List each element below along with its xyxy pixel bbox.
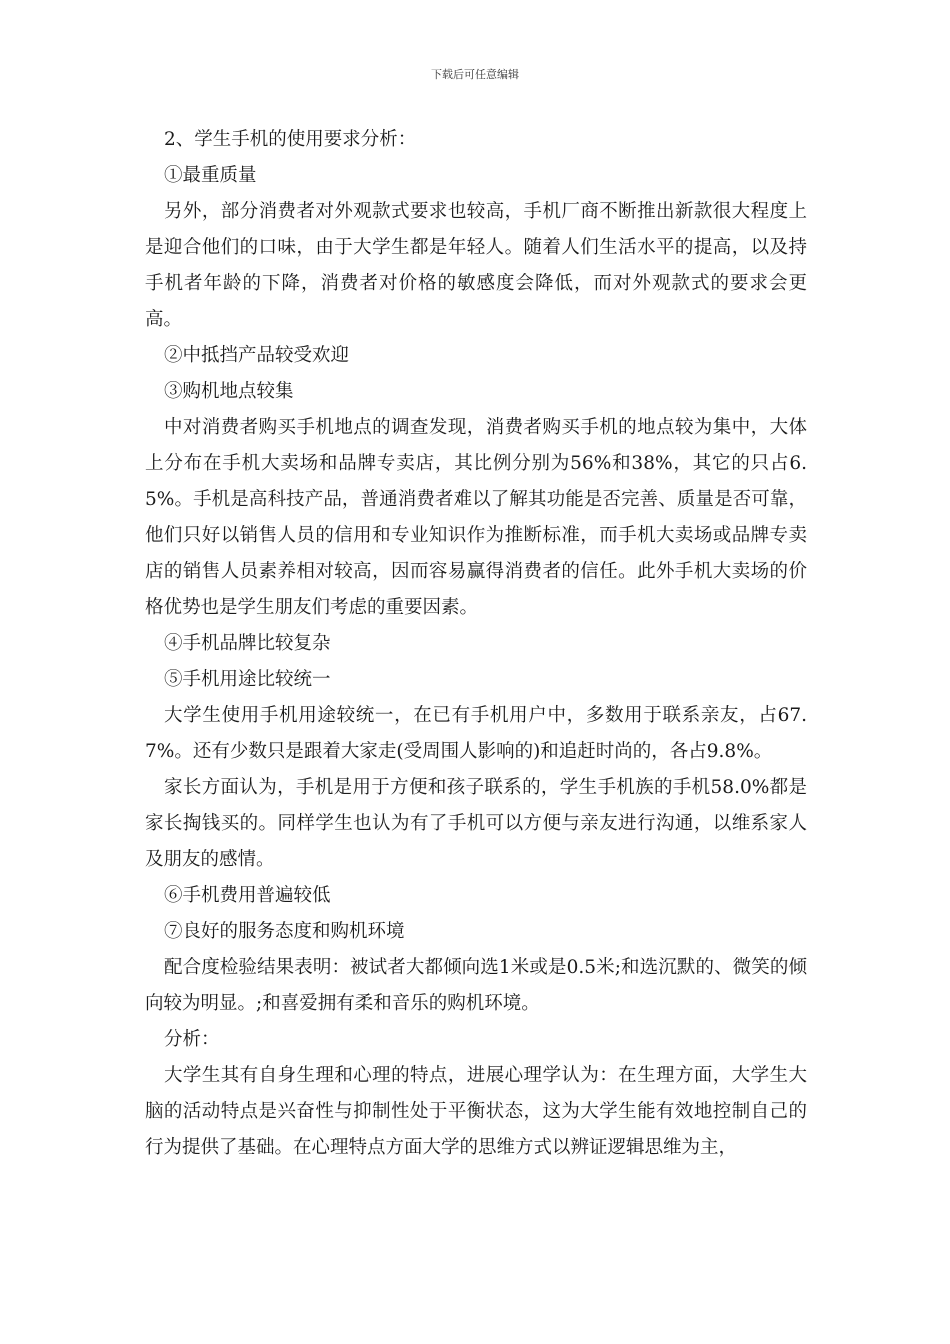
body-paragraph: 家长方面认为，手机是用于方便和孩子联系的，学生手机族的手机58.0%都是家长掏钱买的。同样学生也认为有了手机可以方便与亲友进行沟通，以维系家人及朋友的感情。 [145,777,807,870]
page-header: 下载后可任意编辑 [431,68,519,81]
list-item-heading: ④手机品牌比较复杂 [164,633,331,654]
document-body [145,122,807,1166]
body-paragraph: 大学生其有自身生理和心理的特点，进展心理学认为：在生理方面，大学生大脑的活动特点是兴奋性与抑制性处于平衡状态，这为大学生能有效地控制自己的行为提供了基础。在心理特点方面大学的思维方式以辨证逻辑思维为主， [145,1065,807,1158]
section-heading: 2、学生手机的使用要求分析： [164,129,417,150]
body-paragraph: 大学生使用手机用途较统一，在已有手机用户中，多数用于联系亲友，占67.7%。还有少数只是跟着大家走(受周围人影响的)和追赶时尚的，各占9.8%。 [145,705,807,762]
list-item-heading: ⑥手机费用普遍较低 [164,885,331,906]
list-item-heading: ③购机地点较集 [164,381,294,402]
list-item-heading: ⑤手机用途比较统一 [164,669,331,690]
list-item-heading: ②中抵挡产品较受欢迎 [164,345,350,366]
body-paragraph: 中对消费者购买手机地点的调查发现，消费者购买手机的地点较为集中，大体上分布在手机大卖场和品牌专卖店，其比例分别为56%和38%，其它的只占6.5%。手机是高科技产品，普通消费者难以了解其功能是否完善、质量是否可靠，他们只好以销售人员的信用和专业知识作为推断标准，而手机大卖场或品牌专卖店的销售人员素养相对较高，因而容易赢得消费者的信任。此外手机大卖场的价格优势也是学生朋友们考虑的重要因素。 [145,417,807,618]
body-paragraph: 另外，部分消费者对外观款式要求也较高，手机厂商不断推出新款很大程度上是迎合他们的口味，由于大学生都是年轻人。随着人们生活水平的提高，以及持手机者年龄的下降，消费者对价格的敏感度会降低，而对外观款式的要求会更高。 [145,201,807,330]
analysis-label: 分析： [164,1029,220,1050]
list-item-heading: ⑦良好的服务态度和购机环境 [164,921,405,942]
body-paragraph: 配合度检验结果表明：被试者大都倾向选1米或是0.5米;和选沉默的、微笑的倾向较为明显。;和喜爱拥有柔和音乐的购机环境。 [145,957,807,1014]
list-item-heading: ①最重质量 [164,165,257,186]
